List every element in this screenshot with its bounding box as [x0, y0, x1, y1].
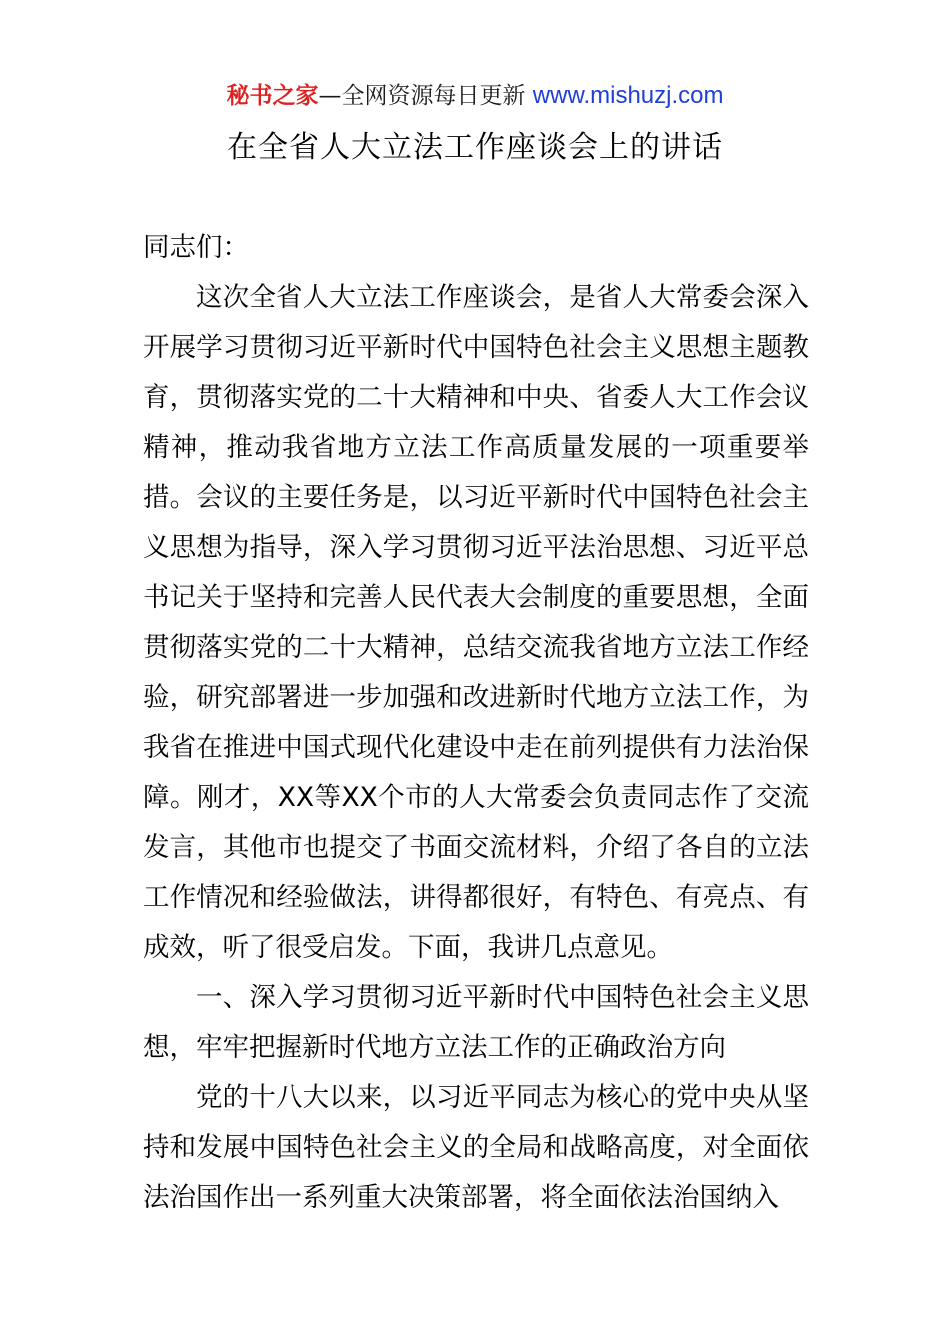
document-title: 在全省人大立法工作座谈会上的讲话 — [227, 130, 723, 165]
site-tagline: —全网资源每日更新 — [318, 83, 533, 109]
site-brand: 秘书之家 — [226, 83, 319, 109]
site-url-link[interactable]: www.mishuzj.com — [532, 82, 724, 109]
site-header — [0, 80, 950, 112]
salutation: 同志们： — [143, 232, 249, 263]
document-body — [143, 223, 809, 1223]
body-paragraph: 党的十八大以来，以习近平同志为核心的党中央从坚持和发展中国特色社会主义的全局和战略高度，对全面依法治国作出一系列重大决策部署，将全面依法治国纳入 — [143, 1082, 809, 1213]
body-paragraph: 这次全省人大立法工作座谈会，是省人大常委会深入开展学习贯彻习近平新时代中国特色社会主义思想主题教育，贯彻落实党的二十大精神和中央、省委人大工作会议精神，推动我省地方立法工作高质量发展的一项重要举措。会议的主要任务是，以习近平新时代中国特色社会主义思想为指导，深入学习贯彻习近平法治思想、习近平总书记关于坚持和完善人民代表大会制度的重要思想，全面贯彻落实党的二十大精神，总结交流我省地方立法工作经验，研究部署进一步加强和改进新时代地方立法工作，为我省在推进中国式现代化建设中走在前列提供有力法治保障。刚才，XX等XX个市的人大常委会负责同志作了交流发言，其他市也提交了书面交流材料，介绍了各自的立法工作情况和经验做法，讲得都很好，有特色、有亮点、有成效，听了很受启发。下面，我讲几点意见。 — [143, 282, 809, 963]
section-heading: 一、深入学习贯彻习近平新时代中国特色社会主义思想，牢牢把握新时代地方立法工作的正确政治方向 — [143, 982, 809, 1063]
